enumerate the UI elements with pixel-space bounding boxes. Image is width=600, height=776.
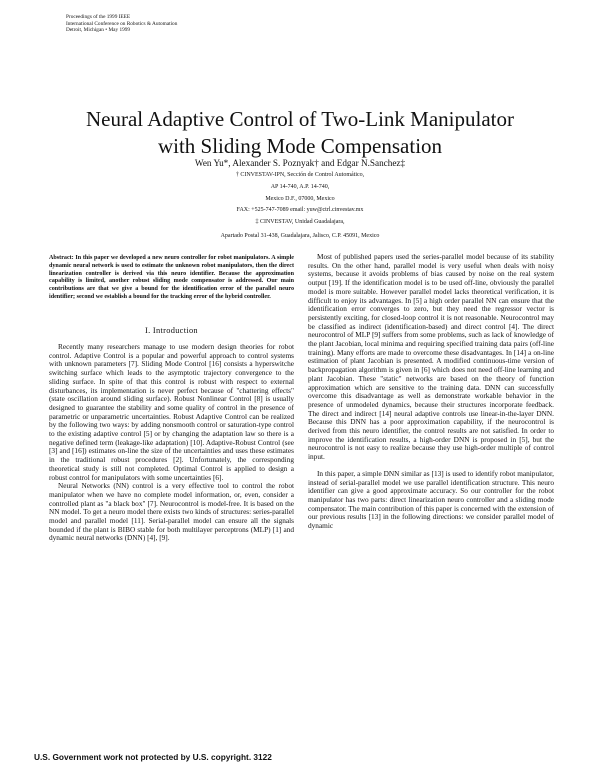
affiliation-line: † CINVESTAV-IPN, Sección de Control Automático, (235, 172, 365, 178)
affiliation-line: ‡ CINVESTAV, Unidad Guadalajara, (255, 219, 345, 225)
paragraph: In this paper, a simple DNN similar as [13] is used to identify robot manipulator, instead of serial-parallel model we use parallel identification structure. This neuro identifier can give a good approximate accuracy. So our controller for the robot manipulator has two parts: direct linearization neuro controller and a sliding mode compensator. The main contribution of this paper is concerned with the extension of our previous results [13] in the following directions: we consider parallel model of dynamic (308, 468, 554, 531)
proceedings-line: International Conference on Robotics & Automation (66, 20, 178, 27)
author-list: Wen Yu*, Alexander S. Poznyak† and Edgar N.Sanchez‡ (194, 158, 406, 168)
abstract: Abstract: In this paper we developed a new neuro controller for robot manipulators. A simple dynamic neural network is used to estimate the unknown robot manipulators, then the direct linearization controller is derived via this neuro identifier. Because the approximation capability is limited, another robust sliding mode compensator is addressed. Our main contributions are that we give a bound for the identification error of the parallel neuro identifier; second we establish a bound for the tracking error of the hybrid controller. (49, 255, 294, 300)
proceedings-line: Proceedings of the 1999 IEEE (66, 14, 131, 20)
copyright-footer: U.S. Government work not protected by U.S. copyright. 3122 (34, 752, 272, 762)
affiliation-line: Mexico D.F., 07000, Mexico (265, 196, 335, 202)
paragraph: Most of published papers used the series-parallel model because of its stability results. On the other hand, parallel model is very useful when deals with noisy systems, because it avoids problems of bias caused by noise on the real system output [19]. If the identification model is to be used off-line, obviously the parallel model is more suitable. However parallel model lacks theoretical verification, it is difficult to enjoy its advantages. In [5] a high order parallel NN can ensure that the identification error converges to zero, but they need the regressor vector is persistently exciting, for closed-loop control it is not reasonable. Neurocontrol may be classified as indirect (identification-based) and direct control [4]. The direct neurocontrol of MLP [9] suffers from some problems, such as lack of knowledge of the plant Jacobian, local minima and requiring specified training data pairs (off-line training). Many efforts are made to overcome these disadvantages. In [14] a on-line estimation of plant Jacobian is presented. A modified continuous-time version of backpropagation algorithm is given in [6] which does not need off-line learning and plant Jacobian. These "static" networks are based on the theory of function approximation which are sensitive to the training data. DNN can successfully overcome this disadvantage as well as demonstrate workable behavior in the presence of unmodeled dynamics, because their structures incorporate feedback. The direct and indirect [14] neural adaptive controls use linear-in-the-layer DNN. Because this DNN has a poor approximation capability, if the neurocontrol is derived from this neuro identifier, the control results are not satisfied. In order to improve the identification results, a high-order DNN is proposed in [5], but the neurocontrol is not easy to realize because they use high-order multiple of control input. (308, 252, 554, 462)
affiliation-line: FAX: +525-747-7089 email: yuw@ctrl.cinvestav.mx (236, 207, 364, 213)
proceedings-header (66, 14, 177, 34)
affiliation-line: Apartado Postal 31-438, Guadalajara, Jalisco, C.P. 45091, Mexico (220, 233, 380, 239)
paragraph: Recently many researchers manage to use modern design theories for robot control. Adaptive Control is a popular and powerful approach to control systems with unknown parameters [7]. Sliding Mode Control [16] consists a hyperswitche switching surface which leads to the asymptotic trajectory convergence to the sliding surface. In spite of that this control is robust with respect to external disturbances, its implementation is never perfect because of "chattering effects" (state oscillation around sliding surface). Robust Nonlinear Control [8] is usually designed to guarantee the stability and some quality of control in the presence of parametric or unparametric uncertainties. Robust Adaptive Control can be realized by the following two ways: by adding nonsmooth control or saturation-type control to the existing adaptive control [5] or by changing the adaptation law so there is a negative defined term (leakage-like adaptation) [10]. Adaptive-Robust Control (see [3] and [16]) estimates on-line the size of the uncertainties and uses these estimates in the traditional robust procedures [2]. Unfortunately, the corresponding theoretical study is still not completed. Optimal Control is applied to design a robust control for manipulators with some uncertainties [6]. (49, 342, 294, 482)
title-line-2: with Sliding Mode Compensation (157, 134, 443, 159)
title-line-1: Neural Adaptive Control of Two-Link Manipulator (86, 107, 514, 132)
section-heading: I. Introduction (145, 326, 198, 335)
proceedings-line: Detroit, Michigan • May 1999 (66, 27, 131, 34)
affiliation-line: AP 14-740, A.P. 14-740, (270, 184, 330, 190)
right-column-body (308, 253, 554, 531)
paper-title (40, 106, 560, 160)
left-column-body (49, 343, 294, 543)
paragraph: Neural Networks (NN) control is a very effective tool to control the robot manipulator when we have no complete model information, or, even, consider a controlled plant as "a black box" [7]. Neurocontrol is model-free. It is based on the NN model. To get a neuro model there exists two kinds of structures: series-parallel model and parallel model [11]. Serial-parallel model can ensure all the signals bounded if the plant is BIBO stable for both multilayer perceptrons (MLP) [1] and dynamic neural networks (DNN) [4], [9]. (49, 481, 294, 543)
